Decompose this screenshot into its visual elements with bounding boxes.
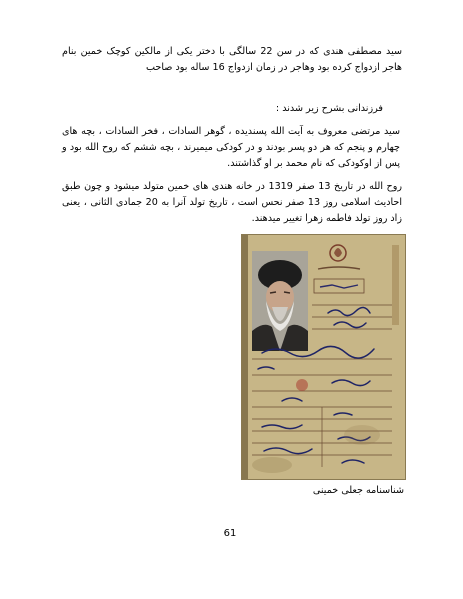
paragraph-marriage: سید مصطفی هندی که در سن 22 سالگی با دختر یکی از مالکین کوچک خمین بنام هاجر ازدواج کرده بود وهاجر در زمان ازدواج 16 ساله بود صاحب: [62, 46, 402, 73]
paragraph-children-list: سید مرتضی معروف به آیت الله پسندیده ، گوهر السادات ، فخر السادات ، بچه های چهارم و پنجم که هر دو پسر بودند و در کودکی میمیرند ، بچه ششم که روح الله بود و پس از اوکودکی که نام محمد بر او گذاشتند.: [62, 126, 400, 169]
birth-certificate-photo: [241, 234, 406, 480]
page-number: 61: [223, 528, 237, 539]
paragraph-children-intro: فرزندانی بشرح زیر شدند :: [275, 103, 383, 114]
paragraph-birth-date: روح الله در تاریخ 13 صفر 1319 در خانه هندی های خمین متولد میشود و چون طبق احادیث اسلامی روز 13 صفر نحس است ، تاریخ تولد آنرا به 20 جمادی الثانی ، یعنی زاد روز تولد فاطمه زهرا تغییر میدهند.: [62, 181, 402, 224]
figure-caption: شناسنامه جعلی خمینی: [312, 485, 404, 496]
